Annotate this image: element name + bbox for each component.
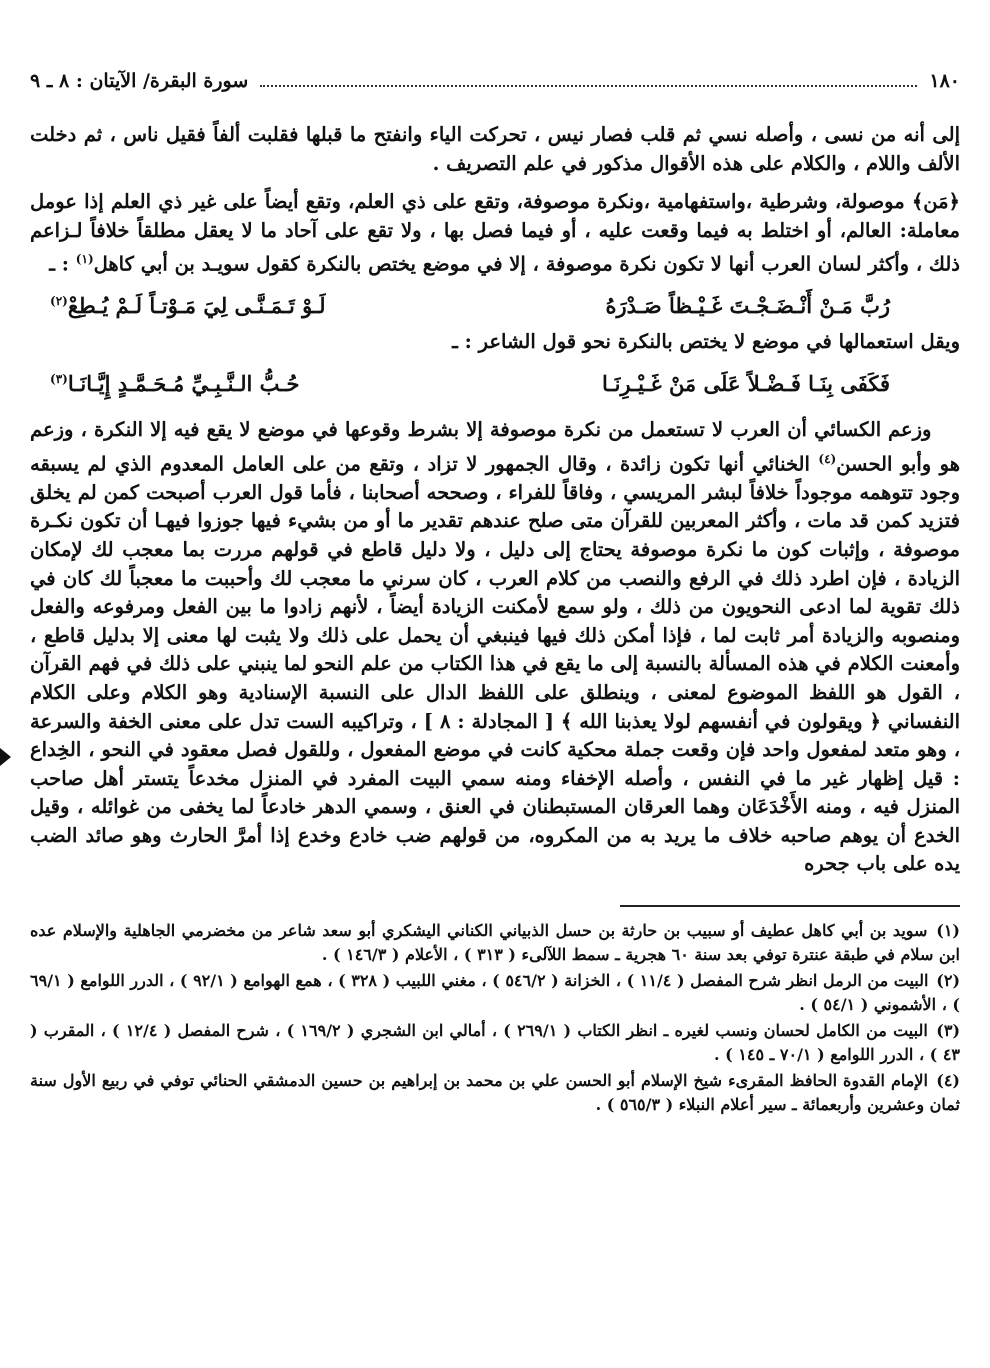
footnotes	[30, 919, 960, 1117]
footnote-1	[30, 919, 960, 967]
verse-2	[30, 363, 960, 400]
page-header	[30, 66, 960, 97]
page-number: ١٨٠	[929, 70, 960, 92]
book-page	[30, 66, 960, 1119]
footnote-text: سويد بن أبي كاهل عطيف أو سبيب بن حارثة بن حسل الذبياني الكناني اليشكري أبو سعد شاعر من مخضرمي الجاهلية والإسلام عده ابن سلام في طبقة عنترة توفي بعد سنة ٦٠ هجرية ـ سمط اللآلىء ( ٣١٣ ) ، الأعلام ( ١٤٦/٣ ) .	[30, 921, 960, 965]
verse-2-second-text: حُـبُّ الـنَّـبِـيِّ مُـحَـمَّـدٍ إِيَّـانَـا	[67, 371, 300, 397]
footnote-ref-1: (١)	[75, 252, 94, 267]
footnote-ref-4: (٤)	[818, 451, 837, 466]
footnote-ref-2: (٢)	[50, 294, 68, 309]
main-text	[30, 121, 960, 879]
verse-2-second-hemistich	[50, 363, 299, 400]
header-dotted-leader	[260, 84, 917, 87]
paragraph-4-continued: الخنائي أنها تكون زائدة ، وقال الجمهور لا تزاد ، وتقع من على العامل المعدوم الذي لم يسبقه وجود تتوهمه موجوداً خلافاً لبشر المريسي ، وفاقاً للفراء ، وصححه أصحابنا ، فأما قول العرب أصبحت كمن لم يخلق فتزيد كمن قد مات ، وأكثر المعربين للقرآن متى صلح عندهم تقدير ما أو من بشيء فيها جوزوا فيهـا أن تكون نكـرة موصوفة ، وإثبات كون ما نكرة موصوفة يحتاج إلى دليل ، ولا دليل قاطع في قولهم مررت بما معجب لك لإمكان الزيادة ، فإن اطرد ذلك في الرفع والنصب من كلام العرب ، كان سرني ما معجب لك وأحببت ما معجباً لك كان في ذلك تقوية لما ادعى النحويون من ذلك ، ولو سمع لأمكنت الزيادة أيضاً ، لأنهم زادوا ما بين الفعل ومرفوعه والفعل ومنصوبه والزيادة أمر ثابت لما ، فإذا أمكن ذلك فيها فينبغي أن يحمل على ذلك ولا يثبت لها معنى إلا بدليل قاطع ، وأمعنت الكلام في هذه المسألة بالنسبة إلى ما يقع في هذا الكتاب من علم النحو لما ينبني على ذلك في فهم القرآن ، القول هو اللفظ الموضوع لمعنى ، وينطلق على اللفظ الدال على النسبة الإسنادية وهو الكلام وعلى الكلام النفساني ﴿ ويقولون في أنفسهم لولا يعذبنا الله ﴾ [ المجادلة : ٨ ] ، وتراكيبه الست تدل على معنى الخفة والسرعة ، وهو متعد لمفعول واحد فإن وقعت جملة محكية كانت في موضع المفعول ، وللقول فصل معقود في النحو ، الخِداع : قيل إظهار غير ما في النفس ، وأصله الإخفاء ومنه سمي البيت المفرد في المنزل مخدعاً يتستر أهل صاحب المنزل فيه ، ومنه الأَخْدَعَان وهما العرقان المستبطنان في العنق ، وسمي الدهر خادعاً لما يخفى من غوائله ، وقيل الخدع أن يوهم صاحبه خلاف ما يريد به من المكروه، من قولهم ضب خادع وخدع إذا أمرَّ الحارث وهو صائد الضب يده على باب جحره	[30, 452, 960, 876]
paragraph-4-text: وزعم الكسائي أن العرب لا تستعمل من نكرة موصوفة إلا بشرط وقوعها في موضع لا يقع فيه إلا النكرة ، وزعم هو وأبو الحسن	[30, 418, 960, 476]
paragraph-1: إلى أنه من نسى ، وأصله نسي ثم قلب فصار نيس ، تحركت الياء وانفتح ما قبلها فقلبت ألفاً فقيل ناس ، ثم دخلت الألف واللام ، والكلام على هذه الأقوال مذكور في علم التصريف .	[30, 123, 960, 175]
footnote-number: (٢)	[936, 971, 961, 991]
footnote-text: البيت من الكامل لحسان ونسب لغيره ـ انظر الكتاب ( ٢٦٩/١ ) ، أمالي ابن الشجري ( ١٦٩/٢ ) ، شرح المفصل ( ١٢/٤ ) ، المقرب ( ٤٣ ) ، الدرر اللوامع ( ٧٠/١ ـ ١٤٥ ) .	[30, 1021, 960, 1065]
footnote-text: البيت من الرمل انظر شرح المفصل ( ١١/٤ ) ، الخزانة ( ٥٤٦/٢ ) ، مغني اللبيب ( ٣٢٨ ) ، همع الهوامع ( ٩٢/١ ) ، الدرر اللوامع ( ٦٩/١ ) ، الأشموني ( ٥٤/١ ) .	[30, 971, 960, 1015]
margin-arrow-icon	[0, 748, 11, 766]
verse-1-second-text: لَـوْ تَـمَـنَّـى لِيَ مَـوْتـاً لَـمْ يُـطِعْ	[67, 293, 326, 319]
paragraph-2-text: ﴿مَن﴾ موصولة، وشرطية ،واستفهامية ،ونكرة موصوفة، وتقع على ذي العلم، وتقع أيضاً على غير ذي العلم إذا عومل معاملة: العالم، أو اختلط به فيما وقعت عليه ، أو فيما فصل بها ، ولا تقع على آحاد ما لا يعقل مطلقاً خلافاً لـزاعم ذلك ، وأكثر لسان العرب أنها لا تكون نكرة موصوفة ، إلا في موضع يختص بالنكرة كقول سويـد بن أبي كاهل	[30, 190, 960, 276]
footnote-ref-3: (٣)	[50, 372, 68, 387]
footnote-number: (١)	[936, 921, 960, 941]
verse-1	[30, 285, 960, 322]
footnote-number: (٣)	[936, 1021, 961, 1041]
footnote-2	[30, 969, 960, 1017]
running-title: سورة البقرة/ الآيتان : ٨ ـ ٩	[30, 70, 249, 92]
paragraph-2-suffix: : ـ	[49, 252, 76, 276]
verse-1-first-hemistich: رُبَّ مَـنْ أَنْـضَـجْـتَ غَـيْـظاً صَـدْرَهُ	[605, 293, 890, 319]
footnote-4	[30, 1069, 960, 1117]
paragraph-3: ويقل استعمالها في موضع لا يختص بالنكرة نحو قول الشاعر : ـ	[452, 330, 960, 354]
footnote-3	[30, 1019, 960, 1067]
paragraph-2	[30, 188, 960, 279]
footnote-separator	[620, 905, 960, 907]
paragraph-4	[30, 416, 960, 879]
verse-1-second-hemistich	[50, 285, 326, 322]
footnote-number: (٤)	[936, 1071, 960, 1091]
verse-2-first-hemistich: فَكَفَى بِنَـا فَـضْـلاً عَلَى مَنْ غَـيْـرِنَـا	[602, 371, 890, 397]
footnote-text: الإمام القدوة الحافظ المقرىء شيخ الإسلام أبو الحسن علي بن محمد بن إبراهيم بن حسين الدمشقي الحنائي توفي في ربيع الأول سنة ثمان وعشرين وأربعمائة ـ سير أعلام النبلاء ( ٥٦٥/٣ ) .	[30, 1071, 960, 1115]
